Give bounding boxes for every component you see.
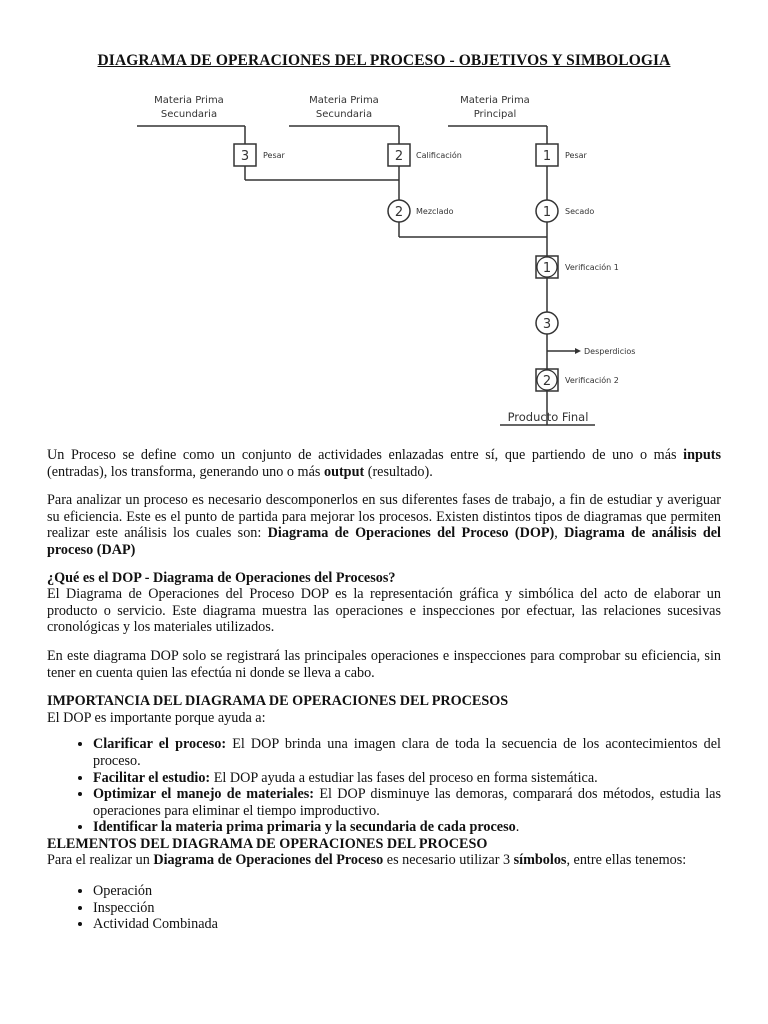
node-number: 2 [394,205,404,220]
paragraph-definicion: El Diagrama de Operaciones del Proceso DOP es la representación gráfica y simbólica del acto de elaborar un producto o servicio. Este diagrama muestra las operaciones e inspecciones por efectuar, las relaciones sucesivas cronológicas y los materiales utilizados. [47,586,721,636]
list-item: • Operación [93,883,721,900]
list-item: • Facilitar el estudio: El DOP ayuda a estudiar las fases del proceso en forma sistemática. [93,770,721,787]
node-label: Verificación 1 [565,263,619,272]
material-label: Secundaria [160,109,218,120]
paragraph-importante: El DOP es importante porque ayuda a: [47,709,266,726]
heading-importancia: IMPORTANCIA DEL DIAGRAMA DE OPERACIONES DEL PROCESOS [47,693,509,710]
paragraph-registro: En este diagrama DOP solo se registrará las principales operaciones e inspecciones para comprobar su eficiencia, sin tener en cuenta quien las efectúa ni donde se lleva a cabo. [47,647,721,681]
node-number: 3 [240,149,250,164]
node-label: Mezclado [416,207,454,216]
list-item: • Actividad Combinada [93,916,721,933]
node-number: 1 [542,205,552,220]
list-item: • Identificar la materia prima primaria y la secundaria de cada proceso. [93,819,721,836]
material-label: Secundaria [315,109,373,120]
node-label: Verificación 2 [565,376,619,385]
material-label: Materia Prima [309,95,379,106]
node-number: 2 [394,149,404,164]
material-label: Materia Prima [460,95,530,106]
process-operations-diagram [0,86,768,431]
paragraph-analizar: Para analizar un proceso es necesario descomponerlos en sus diferentes fases de trabajo, a fin de estudiar y averiguar su eficiencia. Este es el punto de partida para mejorar los procesos. Existen distintos tipos de diagramas que permiten realizar este análisis los cuales son: Diagrama de Operaciones del Proceso (DOP), Diagrama de análisis del proceso (DAP) [47,492,721,558]
final-product-label: Producto Final [507,410,589,424]
waste-label: Desperdicios [584,347,636,356]
node-number: 3 [542,317,552,332]
material-label: Materia Prima [154,95,224,106]
document-body [47,447,721,933]
node-label: Calificación [416,151,462,160]
node-label: Secado [565,207,595,216]
material-label: Principal [473,109,517,120]
question-heading: ¿Qué es el DOP - Diagrama de Operaciones del Procesos? [47,569,396,586]
node-label: Pesar [565,151,587,160]
list-item: • Clarificar el proceso: El DOP brinda una imagen clara de toda la secuencia de los acontecimientos del proceso. [93,736,721,769]
page-title: DIAGRAMA DE OPERACIONES DEL PROCESO - OBJETIVOS Y SIMBOLOGIA [97,52,671,69]
node-number: 1 [542,149,552,164]
simbolos-list [47,883,721,933]
list-item: • Optimizar el manejo de materiales: El DOP disminuye las demoras, comparará dos métodos, estudia las operaciones para eliminar el tiempo improductivo. [93,786,721,819]
node-number: 1 [542,261,552,276]
list-item: • Inspección [93,900,721,917]
heading-elementos: ELEMENTOS DEL DIAGRAMA DE OPERACIONES DEL PROCESO [47,835,488,852]
paragraph-simbolos: Para el realizar un Diagrama de Operaciones del Proceso es necesario utilizar 3 símbolos, entre ellas tenemos: [47,852,687,869]
paragraph-proceso: Un Proceso se define como un conjunto de actividades enlazadas entre sí, que partiendo de uno o más inputs (entradas), los transforma, generando uno o más output (resultado). [47,447,721,480]
importancia-list [47,736,721,836]
node-label: Pesar [263,151,285,160]
node-number: 2 [542,374,552,389]
